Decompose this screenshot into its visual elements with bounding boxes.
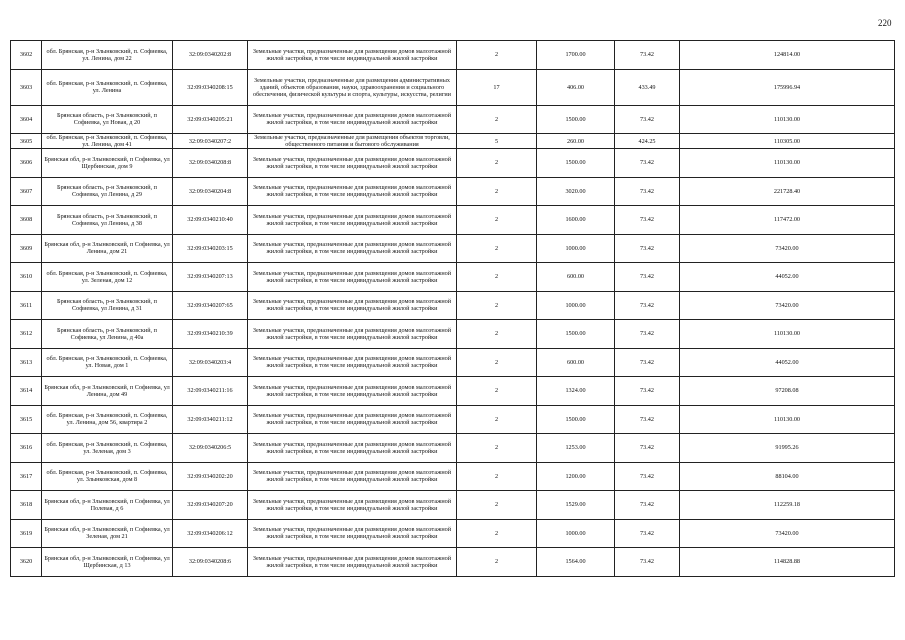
table-row (11, 519, 895, 548)
land-use-cell: Земельные участки, предназначенные для размещения домов малоэтажной жилой застройки, в том числе индивидуальной жилой застройки (248, 405, 457, 434)
row-number-cell: 3604 (11, 105, 42, 134)
land-use-cell: Земельные участки, предназначенные для размещения домов малоэтажной жилой застройки, в том числе индивидуальной жилой застройки (248, 348, 457, 377)
land-use-cell: Земельные участки, предназначенные для размещения домов малоэтажной жилой застройки, в том числе индивидуальной жилой застройки (248, 263, 457, 292)
page-number: 220 (878, 18, 892, 28)
land-use-cell: Земельные участки, предназначенные для размещения домов малоэтажной жилой застройки, в том числе индивидуальной жилой застройки (248, 177, 457, 206)
cadastral-number-cell: 32:09:0340206:5 (173, 434, 248, 463)
cadastral-number-cell: 32:09:0340202:8 (173, 41, 248, 70)
group-code-cell: 2 (457, 177, 537, 206)
table-row (11, 434, 895, 463)
address-cell: Брянская обл, р-н Злынковский, п Софиевка, ул Ленина, дом 21 (42, 234, 173, 263)
address-cell: Брянская область, р-н Злынковский, п Софиевка, ул Новая, д 20 (42, 105, 173, 134)
specific-value-cell: 73.42 (615, 434, 680, 463)
area-cell: 1500.00 (537, 320, 615, 349)
cadastral-number-cell: 32:09:0340204:8 (173, 177, 248, 206)
specific-value-cell: 73.42 (615, 105, 680, 134)
row-number-cell: 3610 (11, 263, 42, 292)
cadastral-value-cell: 221728.40 (680, 177, 895, 206)
table-row (11, 320, 895, 349)
address-cell: Брянская обл, р-н Злынковский, п Софиевка, ул Ленина, дом 49 (42, 377, 173, 406)
area-cell: 1000.00 (537, 291, 615, 320)
group-code-cell: 2 (457, 519, 537, 548)
cadastral-value-cell: 114828.88 (680, 548, 895, 577)
cadastral-number-cell: 32:09:0340203:4 (173, 348, 248, 377)
table-row (11, 348, 895, 377)
cadastral-value-cell: 110130.00 (680, 105, 895, 134)
area-cell: 600.00 (537, 348, 615, 377)
table-row (11, 548, 895, 577)
row-number-cell: 3613 (11, 348, 42, 377)
table-row (11, 41, 895, 70)
row-number-cell: 3605 (11, 134, 42, 149)
cadastral-value-cell: 73420.00 (680, 291, 895, 320)
specific-value-cell: 73.42 (615, 206, 680, 235)
row-number-cell: 3620 (11, 548, 42, 577)
address-cell: Брянская область, р-н Злынковский, п Софиевка, ул Ленина, д 38 (42, 206, 173, 235)
land-plots-table (10, 40, 895, 577)
address-cell: обл. Брянская, р-н Злынковский, п. Софиевка, ул. Ленина, дом 41 (42, 134, 173, 149)
address-cell: Брянская область, р-н Злынковский, п Софиевка, ул Ленина, д 31 (42, 291, 173, 320)
address-cell: Брянская обл, р-н Злынковский, п Софиевка, ул Щербинская, дом 9 (42, 149, 173, 178)
group-code-cell: 2 (457, 377, 537, 406)
address-cell: Брянская обл, р-н Злынковский, п Софиевка, ул Щербинская, д 13 (42, 548, 173, 577)
specific-value-cell: 433.49 (615, 69, 680, 105)
group-code-cell: 2 (457, 434, 537, 463)
area-cell: 1500.00 (537, 405, 615, 434)
specific-value-cell: 73.42 (615, 41, 680, 70)
specific-value-cell: 73.42 (615, 491, 680, 520)
area-cell: 1500.00 (537, 149, 615, 178)
cadastral-value-cell: 91995.26 (680, 434, 895, 463)
cadastral-value-cell: 124814.00 (680, 41, 895, 70)
cadastral-number-cell: 32:09:0340205:21 (173, 105, 248, 134)
area-cell: 1253.00 (537, 434, 615, 463)
cadastral-number-cell: 32:09:0340210:40 (173, 206, 248, 235)
specific-value-cell: 73.42 (615, 348, 680, 377)
area-cell: 1564.00 (537, 548, 615, 577)
specific-value-cell: 73.42 (615, 320, 680, 349)
cadastral-number-cell: 32:09:0340211:16 (173, 377, 248, 406)
address-cell: обл. Брянская, р-н Злынковский, п. Софиевка, ул. Зеленая, дом 3 (42, 434, 173, 463)
group-code-cell: 2 (457, 234, 537, 263)
area-cell: 3020.00 (537, 177, 615, 206)
table-row (11, 377, 895, 406)
group-code-cell: 2 (457, 41, 537, 70)
land-use-cell: Земельные участки, предназначенные для размещения домов малоэтажной жилой застройки, в том числе индивидуальной жилой застройки (248, 462, 457, 491)
cadastral-number-cell: 32:09:0340208:15 (173, 69, 248, 105)
area-cell: 406.00 (537, 69, 615, 105)
group-code-cell: 2 (457, 320, 537, 349)
address-cell: Брянская обл, р-н Злынковский, п Софиевка, ул Полевая, д 6 (42, 491, 173, 520)
area-cell: 1700.00 (537, 41, 615, 70)
row-number-cell: 3607 (11, 177, 42, 206)
specific-value-cell: 73.42 (615, 149, 680, 178)
land-use-cell: Земельные участки, предназначенные для размещения домов малоэтажной жилой застройки, в том числе индивидуальной жилой застройки (248, 491, 457, 520)
row-number-cell: 3614 (11, 377, 42, 406)
table-row (11, 291, 895, 320)
row-number-cell: 3611 (11, 291, 42, 320)
land-use-cell: Земельные участки, предназначенные для размещения домов малоэтажной жилой застройки, в том числе индивидуальной жилой застройки (248, 234, 457, 263)
cadastral-value-cell: 73420.00 (680, 519, 895, 548)
group-code-cell: 2 (457, 462, 537, 491)
address-cell: обл. Брянская, р-н Злынковский, п. Софиевка, ул. Ленина, дом 56, квартира 2 (42, 405, 173, 434)
row-number-cell: 3619 (11, 519, 42, 548)
land-use-cell: Земельные участки, предназначенные для размещения домов малоэтажной жилой застройки, в том числе индивидуальной жилой застройки (248, 434, 457, 463)
land-use-cell: Земельные участки, предназначенные для размещения домов малоэтажной жилой застройки, в том числе индивидуальной жилой застройки (248, 548, 457, 577)
table-row (11, 263, 895, 292)
cadastral-value-cell: 110130.00 (680, 149, 895, 178)
area-cell: 1529.00 (537, 491, 615, 520)
cadastral-number-cell: 32:09:0340207:20 (173, 491, 248, 520)
row-number-cell: 3606 (11, 149, 42, 178)
area-cell: 1500.00 (537, 105, 615, 134)
group-code-cell: 2 (457, 149, 537, 178)
land-use-cell: Земельные участки, предназначенные для размещения домов малоэтажной жилой застройки, в том числе индивидуальной жилой застройки (248, 206, 457, 235)
cadastral-value-cell: 117472.00 (680, 206, 895, 235)
table-row (11, 177, 895, 206)
cadastral-number-cell: 32:09:0340210:39 (173, 320, 248, 349)
cadastral-value-cell: 73420.00 (680, 234, 895, 263)
table-row (11, 462, 895, 491)
row-number-cell: 3608 (11, 206, 42, 235)
cadastral-value-cell: 44052.00 (680, 348, 895, 377)
specific-value-cell: 73.42 (615, 377, 680, 406)
address-cell: обл. Брянская, р-н Злынковский, п. Софиевка, ул. Злынковская, дом 8 (42, 462, 173, 491)
cadastral-number-cell: 32:09:0340203:15 (173, 234, 248, 263)
cadastral-number-cell: 32:09:0340207:13 (173, 263, 248, 292)
cadastral-number-cell: 32:09:0340211:12 (173, 405, 248, 434)
cadastral-value-cell: 44052.00 (680, 263, 895, 292)
cadastral-number-cell: 32:09:0340207:65 (173, 291, 248, 320)
cadastral-number-cell: 32:09:0340202:20 (173, 462, 248, 491)
table-row (11, 405, 895, 434)
row-number-cell: 3612 (11, 320, 42, 349)
specific-value-cell: 73.42 (615, 263, 680, 292)
cadastral-value-cell: 110130.00 (680, 405, 895, 434)
table-row (11, 134, 895, 149)
specific-value-cell: 73.42 (615, 548, 680, 577)
group-code-cell: 2 (457, 491, 537, 520)
specific-value-cell: 73.42 (615, 405, 680, 434)
specific-value-cell: 73.42 (615, 234, 680, 263)
address-cell: Брянская обл, р-н Злынковский, п Софиевка, ул Зеленая, дом 21 (42, 519, 173, 548)
area-cell: 260.00 (537, 134, 615, 149)
row-number-cell: 3617 (11, 462, 42, 491)
specific-value-cell: 73.42 (615, 291, 680, 320)
table-row (11, 105, 895, 134)
address-cell: обл. Брянская, р-н Злынковский, п. Софиевка, ул. Ленина (42, 69, 173, 105)
row-number-cell: 3615 (11, 405, 42, 434)
cadastral-value-cell: 175996.94 (680, 69, 895, 105)
land-use-cell: Земельные участки, предназначенные для размещения административных зданий, объектов образования, науки, здравоохранения и социального обеспечения, физической культуры и спорта, культуры, искусства, религии (248, 69, 457, 105)
table-row (11, 149, 895, 178)
table-row (11, 491, 895, 520)
address-cell: Брянская область, р-н Злынковский, п Софиевка, ул Ленина, д 40а (42, 320, 173, 349)
table-row (11, 69, 895, 105)
group-code-cell: 2 (457, 405, 537, 434)
row-number-cell: 3602 (11, 41, 42, 70)
row-number-cell: 3618 (11, 491, 42, 520)
specific-value-cell: 424.25 (615, 134, 680, 149)
table-row (11, 234, 895, 263)
area-cell: 1200.00 (537, 462, 615, 491)
address-cell: обл. Брянская, р-н Злынковский, п. Софиевка, ул. Ленина, дом 22 (42, 41, 173, 70)
area-cell: 600.00 (537, 263, 615, 292)
area-cell: 1324.00 (537, 377, 615, 406)
cadastral-value-cell: 110130.00 (680, 320, 895, 349)
land-use-cell: Земельные участки, предназначенные для размещения домов малоэтажной жилой застройки, в том числе индивидуальной жилой застройки (248, 320, 457, 349)
land-use-cell: Земельные участки, предназначенные для размещения домов малоэтажной жилой застройки, в том числе индивидуальной жилой застройки (248, 41, 457, 70)
table-row (11, 206, 895, 235)
cadastral-value-cell: 88104.00 (680, 462, 895, 491)
group-code-cell: 17 (457, 69, 537, 105)
specific-value-cell: 73.42 (615, 519, 680, 548)
land-use-cell: Земельные участки, предназначенные для размещения домов малоэтажной жилой застройки, в том числе индивидуальной жилой застройки (248, 291, 457, 320)
row-number-cell: 3616 (11, 434, 42, 463)
cadastral-number-cell: 32:09:0340206:12 (173, 519, 248, 548)
cadastral-value-cell: 97208.08 (680, 377, 895, 406)
land-use-cell: Земельные участки, предназначенные для размещения домов малоэтажной жилой застройки, в том числе индивидуальной жилой застройки (248, 105, 457, 134)
cadastral-number-cell: 32:09:0340208:8 (173, 149, 248, 178)
land-use-cell: Земельные участки, предназначенные для размещения домов малоэтажной жилой застройки, в том числе индивидуальной жилой застройки (248, 519, 457, 548)
cadastral-number-cell: 32:09:0340208:6 (173, 548, 248, 577)
land-use-cell: Земельные участки, предназначенные для размещения домов малоэтажной жилой застройки, в том числе индивидуальной жилой застройки (248, 377, 457, 406)
row-number-cell: 3609 (11, 234, 42, 263)
specific-value-cell: 73.42 (615, 177, 680, 206)
row-number-cell: 3603 (11, 69, 42, 105)
cadastral-number-cell: 32:09:0340207:2 (173, 134, 248, 149)
group-code-cell: 2 (457, 105, 537, 134)
area-cell: 1000.00 (537, 519, 615, 548)
group-code-cell: 2 (457, 206, 537, 235)
group-code-cell: 5 (457, 134, 537, 149)
group-code-cell: 2 (457, 548, 537, 577)
specific-value-cell: 73.42 (615, 462, 680, 491)
group-code-cell: 2 (457, 291, 537, 320)
cadastral-value-cell: 112259.18 (680, 491, 895, 520)
land-use-cell: Земельные участки, предназначенные для размещения объектов торговли, общественного питания и бытового обслуживания (248, 134, 457, 149)
area-cell: 1600.00 (537, 206, 615, 235)
group-code-cell: 2 (457, 263, 537, 292)
group-code-cell: 2 (457, 348, 537, 377)
land-use-cell: Земельные участки, предназначенные для размещения домов малоэтажной жилой застройки, в том числе индивидуальной жилой застройки (248, 149, 457, 178)
address-cell: обл. Брянская, р-н Злынковский, п. Софиевка, ул. Новая, дом 1 (42, 348, 173, 377)
address-cell: обл. Брянская, р-н Злынковский, п. Софиевка, ул. Зеленая, дом 12 (42, 263, 173, 292)
address-cell: Брянская область, р-н Злынковский, п Софиевка, ул Ленина, д 29 (42, 177, 173, 206)
cadastral-value-cell: 110305.00 (680, 134, 895, 149)
area-cell: 1000.00 (537, 234, 615, 263)
